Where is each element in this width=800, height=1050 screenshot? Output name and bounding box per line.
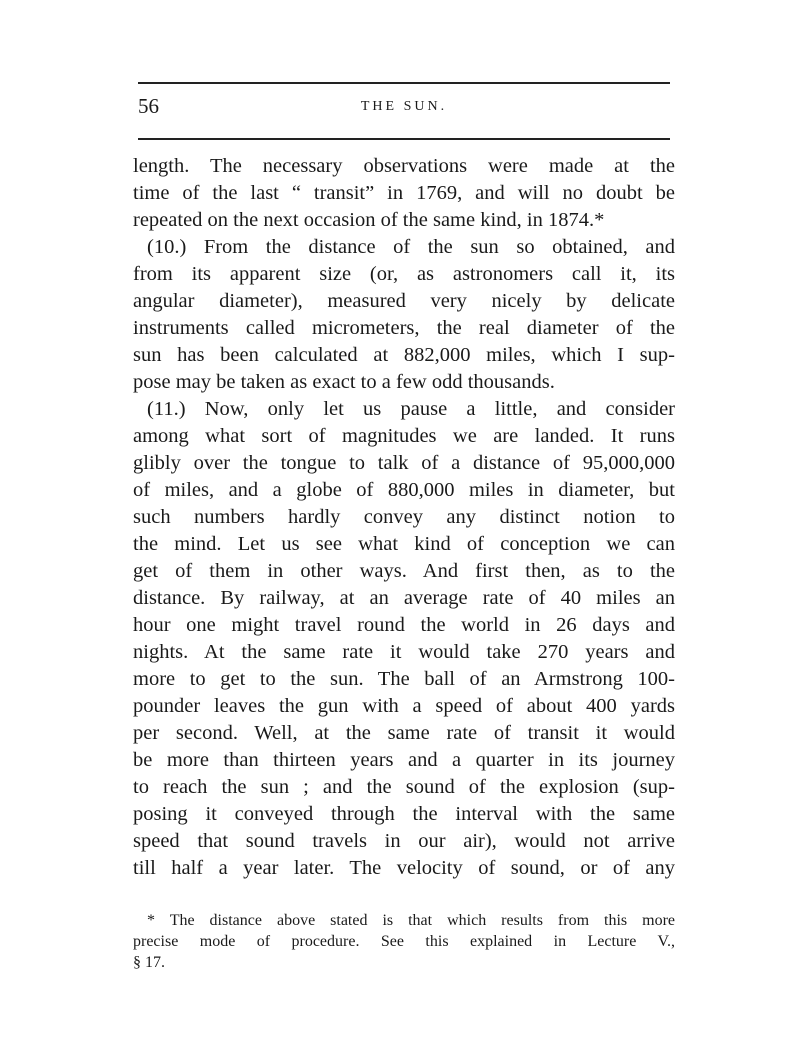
text-line: get of them in other ways. And first then, as to the bbox=[133, 560, 675, 582]
text-line: hour one might travel round the world in 26 days and bbox=[133, 614, 675, 636]
running-head: THE SUN. bbox=[360, 99, 448, 114]
text-line: the mind. Let us see what kind of conception we can bbox=[133, 533, 675, 555]
paragraph-start-line: (11.) Now, only let us pause a little, and consider bbox=[147, 398, 675, 420]
text-line: of miles, and a globe of 880,000 miles in diameter, but bbox=[133, 479, 675, 501]
page-header bbox=[138, 94, 670, 124]
text-line: repeated on the next occasion of the same kind, in 1874.* bbox=[133, 209, 605, 231]
header-top-rule bbox=[138, 82, 670, 84]
header-bottom-rule bbox=[138, 138, 670, 140]
text-line: instruments called micrometers, the real diameter of the bbox=[133, 317, 675, 339]
text-line: angular diameter), measured very nicely by delicate bbox=[133, 290, 675, 312]
text-line: such numbers hardly convey any distinct notion to bbox=[133, 506, 675, 528]
text-line: glibly over the tongue to talk of a distance of 95,000,000 bbox=[133, 452, 675, 474]
footnote-line: § 17. bbox=[133, 954, 165, 971]
paragraph-start-line: (10.) From the distance of the sun so obtained, and bbox=[147, 236, 675, 258]
text-line: distance. By railway, at an average rate of 40 miles an bbox=[133, 587, 675, 609]
text-line: from its apparent size (or, as astronomers call it, its bbox=[133, 263, 675, 285]
footnote bbox=[133, 910, 675, 973]
footnote-line: precise mode of procedure. See this explained in Lecture V., bbox=[133, 933, 675, 950]
body-text bbox=[133, 153, 675, 882]
text-line: till half a year later. The velocity of sound, or of any bbox=[133, 857, 675, 879]
text-line: per second. Well, at the same rate of transit it would bbox=[133, 722, 675, 744]
text-line: be more than thirteen years and a quarter in its journey bbox=[133, 749, 675, 771]
page-number: 56 bbox=[138, 94, 159, 118]
text-line: to reach the sun ; and the sound of the explosion (sup- bbox=[133, 776, 675, 798]
text-line: nights. At the same rate it would take 270 years and bbox=[133, 641, 675, 663]
text-line: time of the last “ transit” in 1769, and will no doubt be bbox=[133, 182, 675, 204]
text-line: length. The necessary observations were made at the bbox=[133, 155, 675, 177]
text-line: pounder leaves the gun with a speed of about 400 yards bbox=[133, 695, 675, 717]
footnote-line: * The distance above stated is that which results from this more bbox=[147, 912, 675, 929]
text-line: more to get to the sun. The ball of an Armstrong 100- bbox=[133, 668, 675, 690]
text-line: among what sort of magnitudes we are landed. It runs bbox=[133, 425, 675, 447]
text-line: speed that sound travels in our air), would not arrive bbox=[133, 830, 675, 852]
text-line: posing it conveyed through the interval with the same bbox=[133, 803, 675, 825]
text-line: sun has been calculated at 882,000 miles, which I sup- bbox=[133, 344, 675, 366]
text-line: pose may be taken as exact to a few odd thousands. bbox=[133, 371, 555, 393]
